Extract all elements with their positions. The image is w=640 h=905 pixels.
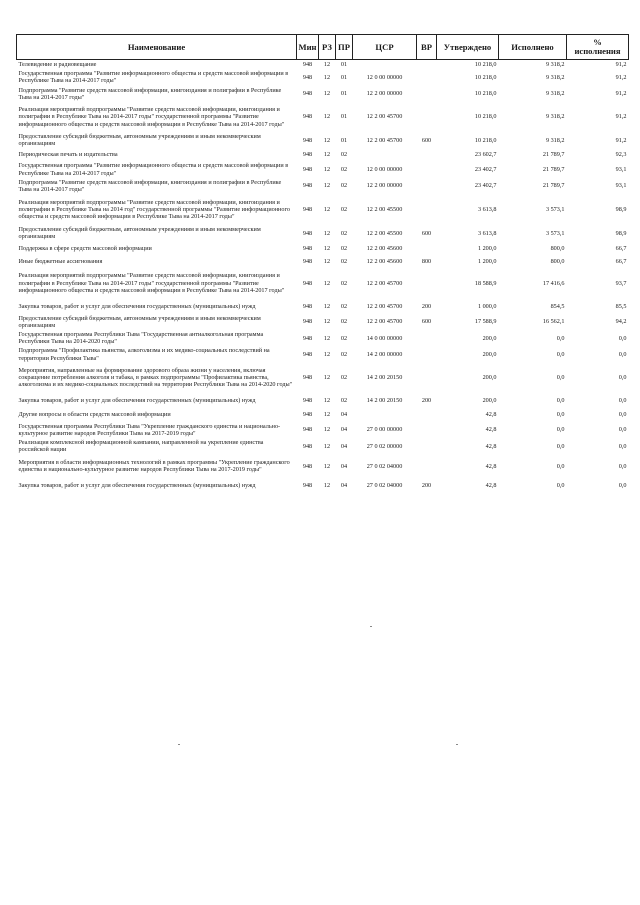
row-min: 948 [302,257,313,265]
row-min: 948 [302,206,313,214]
row-vr [417,102,437,132]
row-min: 948 [302,136,313,144]
row-percent: 91,2 [615,61,627,68]
row-rz: 12 [323,351,331,359]
row-percent: 0,0 [618,426,627,434]
row-min: 948 [302,351,313,359]
row-rz: 12 [323,279,331,287]
row-approved: 200,0 [482,334,497,342]
table-row [17,60,629,70]
row-executed: 21 789,7 [542,166,565,174]
row-rz: 12 [323,182,331,190]
row-min: 948 [302,73,313,81]
row-rz: 12 [323,90,331,98]
table-row [17,346,629,362]
row-vr: 800 [421,257,432,265]
row-rz: 12 [323,151,331,159]
row-csr: 12 2 00 45600 [366,257,403,265]
row-name: Закупка товаров, работ и услуг для обеспечения государственных (муниципальных) нужд [18,396,256,404]
row-name: Мероприятия, направленные на формирование здорового образа жизни у населения, включая сокращение потребления алкоголя и табака, в рамках подпрограммы "Профилактика пьянства, алкоголизма и их медико-социальных последствий на территории Республики Тыва на 2014-2020 годы" [18,367,293,389]
row-csr: 27 0 02 00000 [366,442,403,450]
row-rz: 12 [323,257,331,265]
row-pr: 04 [340,426,348,434]
row-executed: 0,0 [556,351,565,359]
header-min: Мин [297,35,319,60]
row-approved: 23 402,7 [474,166,497,174]
row-min: 948 [302,166,313,174]
row-vr [417,455,437,478]
row-executed: 0,0 [556,442,565,450]
row-pr: 04 [340,442,348,450]
row-rz: 12 [323,334,331,342]
row-min: 948 [302,462,313,470]
row-pr: 01 [340,73,348,81]
row-executed: 3 573,1 [545,229,565,237]
row-name: Иные бюджетные ассигнования [18,257,103,265]
row-percent: 0,0 [618,481,627,489]
scan-speck [178,744,180,745]
table-row [17,330,629,346]
row-rz: 12 [323,229,331,237]
row-vr [417,363,437,393]
table-row [17,408,629,422]
row-executed: 9 318,2 [545,136,565,144]
row-approved: 1 000,0 [477,302,497,310]
row-min: 948 [302,182,313,190]
row-percent: 0,0 [618,396,627,404]
header-executed: Исполнено [499,35,567,60]
row-csr: 27 0 02 04000 [366,462,403,470]
row-approved: 18 588,9 [474,279,497,287]
row-pr: 02 [340,334,348,342]
row-pr: 01 [340,113,348,121]
row-percent: 0,0 [618,442,627,450]
row-rz: 12 [323,244,331,252]
row-name: Телевидение и радиовещание [18,61,97,68]
row-vr: 200 [421,302,432,310]
header-name: Наименование [17,35,297,60]
table-row [17,102,629,132]
row-csr: 14 0 00 00000 [366,334,403,342]
row-approved: 10 218,0 [474,113,497,121]
row-rz: 12 [323,73,331,81]
scan-speck [370,626,372,627]
row-pr: 04 [340,462,348,470]
row-percent: 66,7 [615,244,627,252]
row-percent: 85,5 [615,302,627,310]
table-row [17,299,629,314]
row-vr [417,438,437,454]
row-executed: 3 573,1 [545,206,565,214]
row-percent: 91,2 [615,90,627,98]
row-rz: 12 [323,411,331,419]
row-vr: 600 [421,229,432,237]
row-approved: 200,0 [482,351,497,359]
row-pr: 02 [340,318,348,326]
row-percent: 98,9 [615,206,627,214]
row-executed: 800,0 [550,244,565,252]
row-percent: 0,0 [618,374,627,382]
row-approved: 42,8 [485,426,497,434]
row-executed: 0,0 [556,426,565,434]
row-approved: 3 613,8 [477,229,497,237]
row-vr [417,148,437,161]
row-approved: 42,8 [485,462,497,470]
row-approved: 23 602,7 [474,151,497,159]
row-rz: 12 [323,206,331,214]
table-row [17,161,629,177]
row-pr: 02 [340,257,348,265]
row-approved: 42,8 [485,411,497,419]
table-row [17,178,629,194]
row-name: Предоставление субсидий бюджетным, автономным учреждениям и иным некоммерческим организациям [18,314,261,329]
row-approved: 3 613,8 [477,206,497,214]
row-min: 948 [302,113,313,121]
row-min: 948 [302,396,313,404]
row-rz: 12 [323,396,331,404]
row-csr: 27 0 02 04000 [366,481,403,489]
row-csr [353,408,417,422]
row-percent: 93,1 [615,182,627,190]
row-csr: 12 0 00 00000 [366,166,403,174]
table-row [17,478,629,493]
row-percent: 98,9 [615,229,627,237]
row-vr [417,60,437,70]
row-approved: 17 588,9 [474,318,497,326]
row-vr [417,161,437,177]
row-min: 948 [302,374,313,382]
row-name: Периодическая печать и издательства [18,151,118,159]
table-row [17,86,629,102]
row-vr [417,408,437,422]
row-name: Подпрограмма "Профилактика пьянства, алкоголизма и их медико-социальных последствий на территории Республики Тыва" [18,347,270,362]
table-row [17,455,629,478]
row-executed: 9 318,2 [545,61,565,68]
row-csr: 12 2 00 45700 [366,318,403,326]
row-approved: 42,8 [485,442,497,450]
budget-execution-table [16,34,629,493]
row-csr: 12 2 00 45700 [366,279,403,287]
row-vr [417,346,437,362]
row-executed: 0,0 [556,374,565,382]
row-name: Другие вопросы в области средств массовой информации [18,411,171,419]
row-pr: 02 [340,182,348,190]
table-row [17,393,629,408]
row-name: Реализация мероприятий подпрограммы "Развитие средств массовой информации, книгоиздания и полиграфии в Республике Тыва на 2014-2017 годы" государственной программы "Развитие информационного общества и средств массовой информации в Республике Тыва на 2014-2017 годы" [18,272,285,294]
row-min: 948 [302,481,313,489]
row-percent: 93,1 [615,166,627,174]
row-percent: 0,0 [618,334,627,342]
row-percent: 91,2 [615,113,627,121]
row-approved: 10 218,0 [474,90,497,98]
row-csr: 12 2 00 00000 [366,182,403,190]
row-executed: 0,0 [556,481,565,489]
row-name: Реализация комплексной информационной кампании, направленной на укрепление единства российской нации [18,439,264,454]
table-header-row [17,35,629,60]
row-pr: 04 [340,411,348,419]
row-executed: 0,0 [556,334,565,342]
row-csr: 14 2 00 20150 [366,396,403,404]
row-pr: 02 [340,279,348,287]
row-name: Мероприятия в области информационных технологий в рамках программы "Укрепление гражданского единства и национально-культурное развитие народов Республики Тыва на 2017-2019 годы" [18,458,290,474]
row-vr: 600 [421,318,432,326]
row-name: Реализация мероприятий подпрограммы "Развитие средств массовой информации, книгоиздания и полиграфии в Республике Тыва на 2014 год" государственной программы "Развитие информационного общества и средств массовой информации в Республике Тыва на 2014-2017 годы" [18,198,290,221]
row-executed: 16 562,1 [542,318,565,326]
header-pr: ПР [336,35,353,60]
row-name: Поддержка в сфере средств массовой информации [18,244,152,252]
row-min: 948 [302,229,313,237]
row-min: 948 [302,426,313,434]
row-pr: 02 [340,206,348,214]
row-approved: 42,8 [485,481,497,489]
header-approved: Утверждено [437,35,499,60]
row-vr [417,242,437,255]
row-min: 948 [302,90,313,98]
row-vr [417,422,437,438]
row-percent: 92,3 [615,151,627,159]
row-csr: 12 2 00 45700 [366,113,403,121]
table-row [17,255,629,268]
table-row [17,148,629,161]
table-row [17,132,629,148]
row-executed: 9 318,2 [545,90,565,98]
header-percent [567,35,629,60]
row-rz: 12 [323,318,331,326]
row-executed: 9 318,2 [545,73,565,81]
row-csr: 12 2 00 45500 [366,229,403,237]
row-rz: 12 [323,481,331,489]
row-rz: 12 [323,426,331,434]
row-min: 948 [302,61,313,68]
row-rz: 12 [323,136,331,144]
row-name: Подпрограмма "Развитие средств массовой информации, книгоиздания и полиграфии в Республике Тыва на 2014-2017 годы" [18,178,282,194]
row-name: Реализация мероприятий подпрограммы "Развитие средств массовой информации, книгоиздания и полиграфии в Республике Тыва на 2014-2017 годы" государственной программы "Развитие информационного общества и средств массовой информации в Республике Тыва на 2014-2017 годы" [18,106,285,128]
row-pr: 01 [340,136,348,144]
row-pr: 02 [340,302,348,310]
header-percent-sign: % [593,37,602,47]
row-approved: 10 218,0 [474,136,497,144]
row-name: Государственная программа Республики Тыва "Укрепление гражданского единства и национально-культурное развитие народов Республики Тыва на 2017-2019 годы" [18,422,281,438]
row-pr: 04 [340,481,348,489]
row-rz: 12 [323,166,331,174]
table-row [17,363,629,393]
row-min: 948 [302,318,313,326]
row-pr: 02 [340,374,348,382]
row-csr: 14 2 00 20150 [366,374,403,382]
row-rz: 12 [323,462,331,470]
header-csr: ЦСР [353,35,417,60]
header-rz: РЗ [319,35,336,60]
row-executed: 0,0 [556,462,565,470]
row-pr: 02 [340,396,348,404]
row-approved: 200,0 [482,396,497,404]
row-percent: 91,2 [615,136,627,144]
row-vr [417,69,437,85]
row-csr [353,60,417,70]
row-vr: 200 [421,396,432,404]
row-vr [417,330,437,346]
row-executed: 800,0 [550,257,565,265]
table-row [17,242,629,255]
row-executed: 854,5 [550,302,565,310]
row-name: Закупка товаров, работ и услуг для обеспечения государственных (муниципальных) нужд [18,481,256,489]
row-approved: 23 402,7 [474,182,497,190]
row-rz: 12 [323,442,331,450]
row-csr: 12 2 00 45700 [366,136,403,144]
row-approved: 10 218,0 [474,73,497,81]
row-pr: 02 [340,229,348,237]
row-csr: 27 0 00 00000 [366,426,403,434]
row-pr: 02 [340,351,348,359]
row-min: 948 [302,279,313,287]
row-percent: 94,2 [615,318,627,326]
row-pr: 02 [340,166,348,174]
table-row [17,314,629,330]
table-row [17,438,629,454]
row-csr: 12 0 00 00000 [366,73,403,81]
row-executed: 9 318,2 [545,113,565,121]
row-name: Предоставление субсидий бюджетным, автономным учреждениям и иным некоммерческим организациям [18,133,261,148]
row-approved: 200,0 [482,374,497,382]
header-vr: ВР [417,35,437,60]
row-min: 948 [302,411,313,419]
row-csr [353,148,417,161]
row-pr: 02 [340,244,348,252]
scan-speck [456,744,458,745]
table-row [17,268,629,299]
row-percent: 0,0 [618,411,627,419]
table-row [17,69,629,85]
row-percent: 0,0 [618,351,627,359]
row-pr: 02 [340,151,348,159]
row-approved: 1 200,0 [477,244,497,252]
row-min: 948 [302,302,313,310]
row-name: Государственная программа "Развитие информационного общества и средств массовой информации в Республике Тыва на 2014-2017 годы" [18,70,289,85]
row-pr: 01 [340,90,348,98]
row-executed: 0,0 [556,396,565,404]
row-min: 948 [302,334,313,342]
table-row [17,225,629,241]
header-percent-label: исполнения [574,46,621,56]
row-min: 948 [302,244,313,252]
row-vr [417,268,437,299]
row-executed: 17 416,6 [542,279,565,287]
row-approved: 10 218,0 [474,61,497,68]
row-rz: 12 [323,374,331,382]
row-percent: 66,7 [615,257,627,265]
row-percent: 93,7 [615,279,627,287]
row-vr [417,86,437,102]
row-percent: 0,0 [618,462,627,470]
row-csr: 12 2 00 45500 [366,206,403,214]
row-vr [417,178,437,194]
table-row [17,194,629,225]
row-csr: 12 2 00 45600 [366,244,403,252]
row-rz: 12 [323,113,331,121]
row-executed: 21 789,7 [542,151,565,159]
row-min: 948 [302,151,313,159]
row-approved: 1 200,0 [477,257,497,265]
row-rz: 12 [323,61,331,68]
row-csr: 12 2 00 45700 [366,302,403,310]
row-vr: 200 [421,481,432,489]
row-min: 948 [302,442,313,450]
row-rz: 12 [323,302,331,310]
row-csr: 14 2 00 00000 [366,351,403,359]
row-vr: 600 [421,136,432,144]
row-percent: 91,2 [615,73,627,81]
row-vr [417,194,437,225]
row-name: Государственная программа "Развитие информационного общества и средств массовой информации в Республике Тыва на 2014-2017 годы" [18,162,289,177]
row-executed: 21 789,7 [542,182,565,190]
row-name: Предоставление субсидий бюджетным, автономным учреждениям и иным некоммерческим организациям [18,226,261,241]
row-executed: 0,0 [556,411,565,419]
row-name: Государственная программа Республики Тыва "Государственная антиалкогольная программа Республики Тыва на 2014-2020 годы" [18,331,264,346]
table-row [17,422,629,438]
row-name: Подпрограмма "Развитие средств массовой информации, книгоиздания и полиграфии в Республике Тыва на 2014-2017 годы" [18,86,282,101]
row-name: Закупка товаров, работ и услуг для обеспечения государственных (муниципальных) нужд [18,302,256,310]
row-csr: 12 2 00 00000 [366,90,403,98]
row-pr: 01 [340,61,348,68]
